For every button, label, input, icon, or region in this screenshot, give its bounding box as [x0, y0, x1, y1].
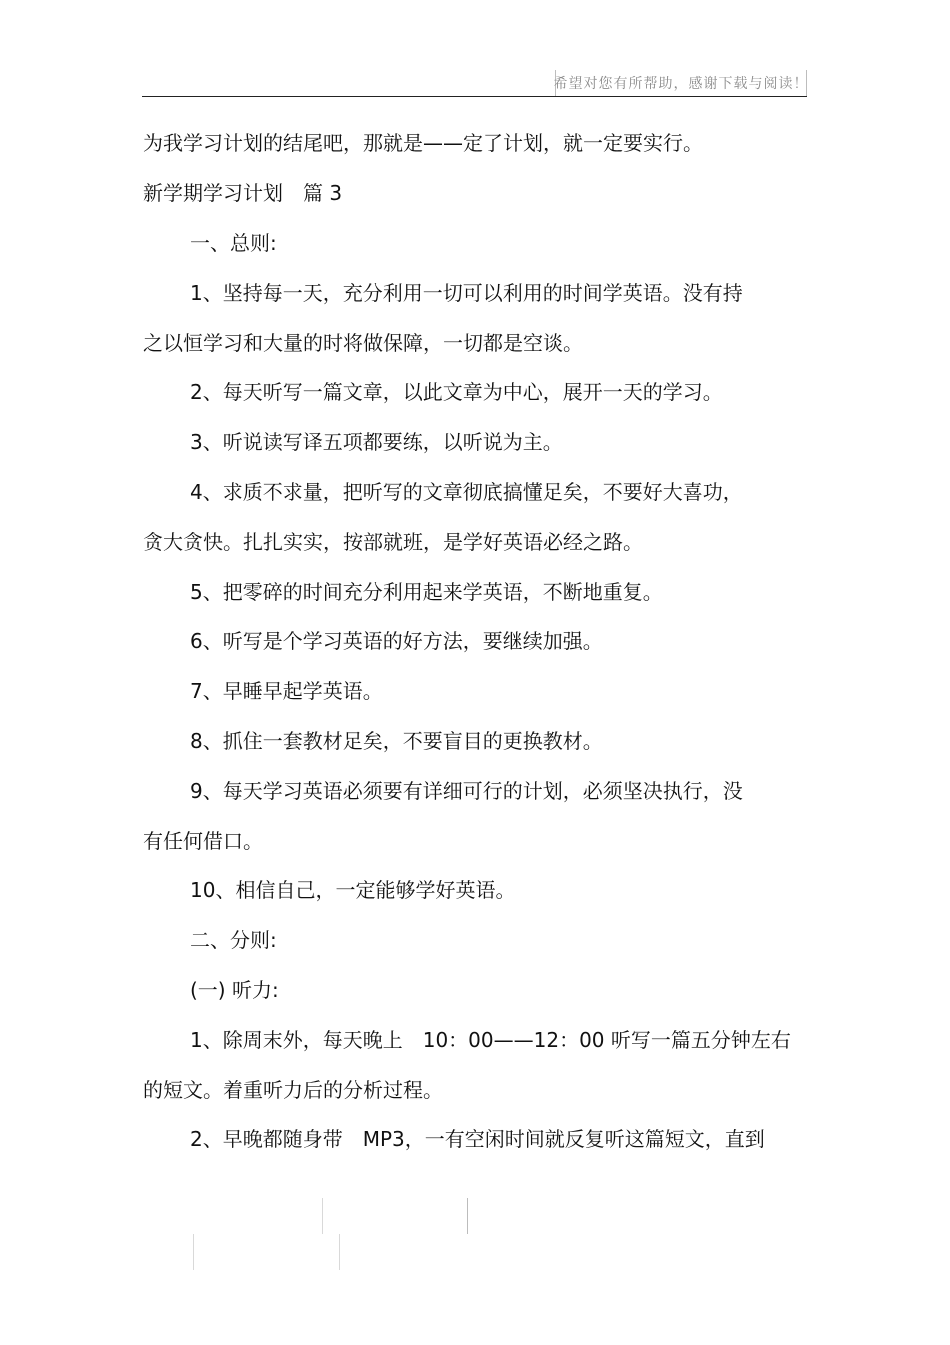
- list-item: 8、抓住一套教材足矣，不要盲目的更换教材。: [190, 729, 603, 753]
- list-item: 1、坚持每一天，充分利用一切可以利用的时间学英语。没有持: [190, 281, 743, 305]
- header-divider: [142, 96, 807, 97]
- subsection-heading: (一) 听力:: [190, 978, 279, 1002]
- list-item: 2、早晚都随身带 MP3，一有空闲时间就反复听这篇短文，直到: [190, 1127, 765, 1151]
- list-item: 6、听写是个学习英语的好方法，要继续加强。: [190, 629, 603, 653]
- list-item: 5、把零碎的时间充分利用起来学英语，不断地重复。: [190, 580, 663, 604]
- section-heading: 新学期学习计划 篇 3: [143, 181, 343, 205]
- list-item: 2、每天听写一篇文章，以此文章为中心，展开一天的学习。: [190, 380, 723, 404]
- scan-mark: [339, 1234, 340, 1270]
- paragraph-line: 为我学习计划的结尾吧，那就是——定了计划，就一定要实行。: [143, 131, 703, 155]
- list-item: 9、每天学习英语必须要有详细可行的计划，必须坚决执行，没: [190, 779, 743, 803]
- list-item: 4、求质不求量，把听写的文章彻底搞懂足矣，不要好大喜功，: [190, 480, 743, 504]
- subsection-heading: 二、分则:: [190, 928, 277, 952]
- header-stamp-text: 希望对您有所帮助，感谢下载与阅读！: [553, 76, 809, 92]
- list-item-continuation: 的短文。着重听力后的分析过程。: [143, 1078, 443, 1102]
- list-item: 3、听说读写译五项都要练，以听说为主。: [190, 430, 563, 454]
- scan-mark: [193, 1234, 194, 1270]
- list-item-continuation: 之以恒学习和大量的时将做保障，一切都是空谈。: [143, 331, 583, 355]
- list-item: 10、相信自己，一定能够学好英语。: [190, 878, 516, 902]
- scan-mark: [322, 1198, 323, 1234]
- list-item: 7、早睡早起学英语。: [190, 679, 383, 703]
- list-item-continuation: 有任何借口。: [143, 829, 263, 853]
- list-item-continuation: 贪大贪快。扎扎实实，按部就班，是学好英语必经之路。: [143, 530, 643, 554]
- scan-mark: [467, 1198, 468, 1234]
- header-stamp: [555, 70, 807, 96]
- list-item: 1、除周末外，每天晚上 10：00——12：00 听写一篇五分钟左右: [190, 1028, 791, 1052]
- subsection-heading: 一、总则:: [190, 231, 277, 255]
